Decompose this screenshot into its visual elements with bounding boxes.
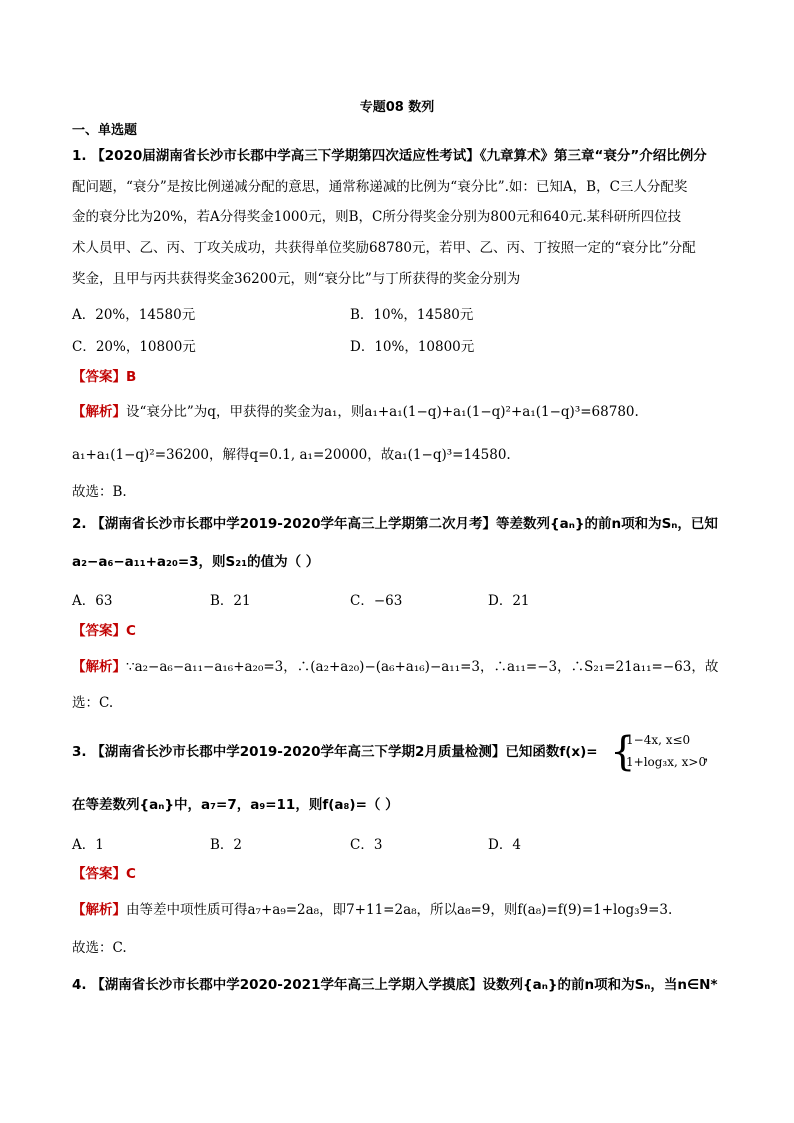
q1-choice-b: B．10%，14580元	[350, 307, 474, 323]
q1-line-1: 1. 【2020届湖南省长沙市长郡中学高三下学期第四次适应性考试】《九章算术》第三章“衰分”介绍比例分	[72, 148, 707, 164]
q2-choice-b: B．21	[210, 593, 251, 609]
page-title: 专题08 数列	[359, 100, 435, 115]
q1-explanation-3: 故选：B.	[72, 484, 127, 500]
q1-explanation-1: 【解析】设“衰分比”为q，甲获得的奖金为a₁，则a₁+a₁(1−q)+a₁(1−q)²+a₁(1−q)³=68780.	[72, 404, 639, 420]
section-heading: 一、单选题	[72, 123, 138, 138]
q1-line-3: 金的衰分比为20%，若A分得奖金1000元，则B，C所分得奖金分别为800元和640元.某科研所四位技	[72, 209, 682, 225]
piecewise-case-2: 1+log₃x, x>0	[626, 755, 707, 769]
q2-choice-c: C．−63	[350, 593, 403, 609]
q1-choice-a: A．20%，14580元	[72, 307, 196, 323]
q3-choice-b: B．2	[210, 837, 243, 853]
piecewise-comma: ，	[704, 748, 718, 764]
q1-line-4: 术人员甲、乙、丙、丁攻关成功，共获得单位奖励68780元，若甲、乙、丙、丁按照一定的“衰分比”分配	[72, 240, 696, 256]
q2-line-2: a₂−a₆−a₁₁+a₂₀=3，则S₂₁的值为（ ）	[72, 554, 320, 570]
q2-explanation-2: 选：C.	[72, 695, 114, 711]
q1-line-2: 配问题，“衰分”是按比例递减分配的意思，通常称递减的比例为“衰分比”.如：已知A，B，C三人分配奖	[72, 179, 688, 195]
piecewise-case-1: 1−4x, x≤0	[626, 733, 691, 747]
explanation-label: 【解析】	[72, 659, 126, 675]
q1-choice-c: C．20%，10800元	[72, 339, 196, 355]
piecewise-brace: {	[610, 729, 636, 775]
q4-line-1: 4. 【湖南省长沙市长郡中学2020-2021学年高三上学期入学摸底】设数列{aₙ}的前n项和为Sₙ，当n∈N*	[72, 977, 718, 993]
q3-answer: 【答案】C	[72, 866, 136, 882]
q3-choice-c: C．3	[350, 837, 383, 853]
q3-explanation-2: 故选：C.	[72, 940, 127, 956]
q2-answer: 【答案】C	[72, 623, 136, 639]
explanation-label: 【解析】	[72, 404, 126, 420]
q3-line-2: 在等差数列{aₙ}中，a₇=7，a₉=11，则f(a₈)=（ ）	[72, 797, 399, 813]
q3-explanation-1: 【解析】由等差中项性质可得a₇+a₉=2a₈，即7+11=2a₈，所以a₈=9，则f(a₈)=f(9)=1+log₃9=3.	[72, 902, 673, 918]
q3-choice-d: D．4	[488, 837, 521, 853]
q1-explanation-2: a₁+a₁(1−q)²=36200，解得q=0.1, a₁=20000，故a₁(1−q)³=14580.	[72, 447, 511, 463]
q1-line-5: 奖金，且甲与丙共获得奖金36200元，则“衰分比”与丁所获得的奖金分别为	[72, 271, 521, 287]
q3-choice-a: A．1	[72, 837, 104, 853]
q3-line-1: 3. 【湖南省长沙市长郡中学2019-2020学年高三下学期2月质量检测】已知函数f(x)=	[72, 744, 598, 760]
q2-choice-d: D．21	[488, 593, 530, 609]
q2-choice-a: A．63	[72, 593, 113, 609]
explanation-label: 【解析】	[72, 902, 126, 918]
q1-answer: 【答案】B	[72, 369, 137, 385]
q2-explanation-1: 【解析】∵a₂−a₆−a₁₁−a₁₆+a₂₀=3，∴(a₂+a₂₀)−(a₆+a₁₆)−a₁₁=3，∴a₁₁=−3，∴S₂₁=21a₁₁=−63，故	[72, 659, 719, 675]
q1-choice-d: D．10%，10800元	[350, 339, 475, 355]
q2-line-1: 2. 【湖南省长沙市长郡中学2019-2020学年高三上学期第二次月考】等差数列{aₙ}的前n项和为Sₙ，已知	[72, 516, 718, 532]
